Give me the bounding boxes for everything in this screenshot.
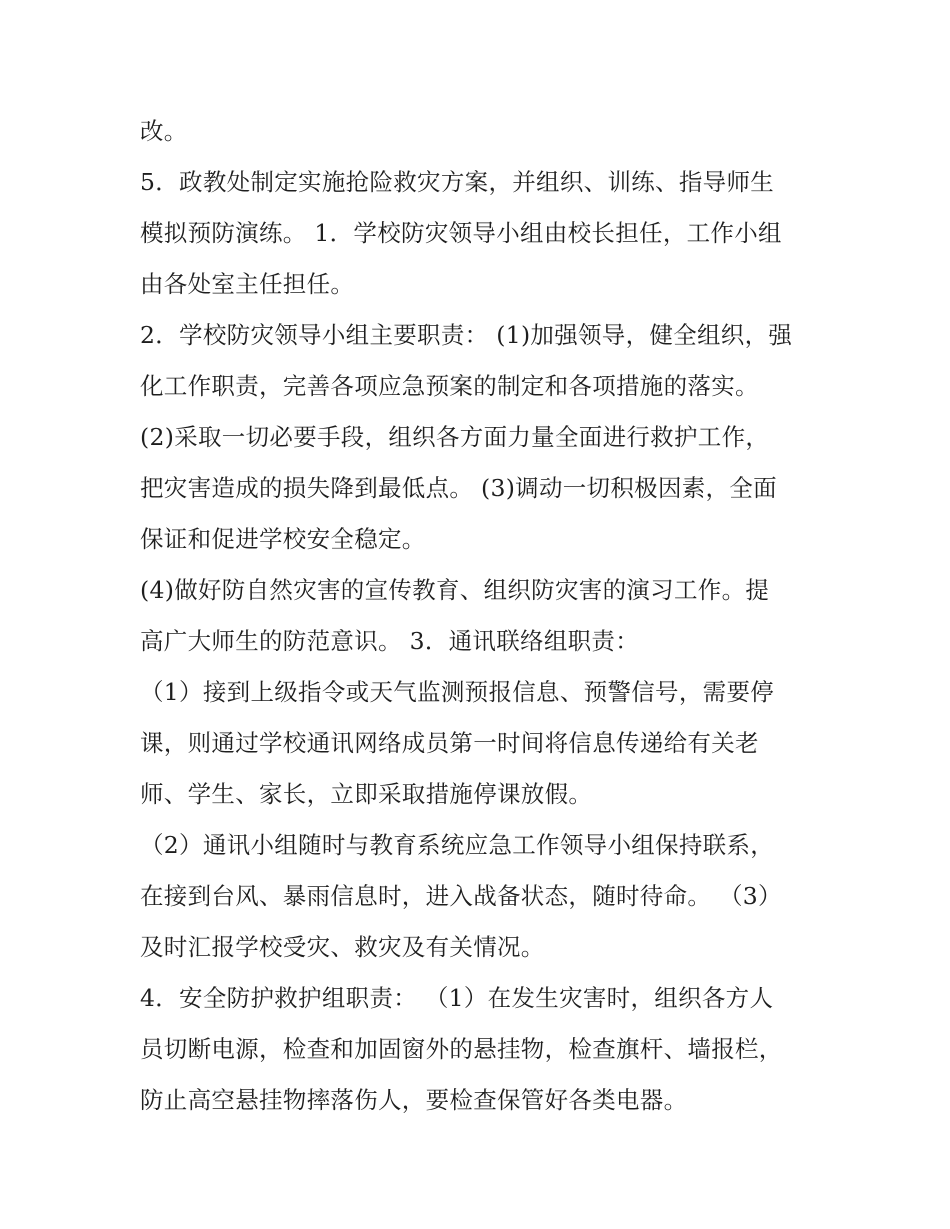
text-line-19: 员切断电源，检查和加固窗外的悬挂物，检查旗杆、墙报栏，: [140, 1035, 783, 1063]
text-line-12: （1）接到上级指令或天气监测预报信息、预警信号，需要停: [140, 678, 775, 706]
text-line-18: 4．安全防护救护组职责： （1）在发生灾害时，组织各方人: [140, 984, 774, 1012]
text-line-17: 及时汇报学校受灾、救灾及有关情况。: [140, 933, 545, 961]
text-line-6: 化工作职责，完善各项应急预案的制定和各项措施的落实。: [140, 372, 759, 400]
text-line-14: 师、学生、家长，立即采取措施停课放假。: [140, 780, 593, 808]
text-line-1: 改。: [140, 117, 188, 145]
text-line-16: 在接到台风、暴雨信息时，进入战备状态，随时待命。 （3）: [140, 882, 782, 910]
text-line-2: 5．政教处制定实施抢险救灾方案，并组织、训练、指导师生: [140, 168, 775, 196]
text-line-4: 由各处室主任担任。: [140, 270, 355, 298]
text-line-10: (4)做好防自然灾害的宣传教育、组织防灾害的演习工作。提: [140, 576, 770, 604]
text-line-15: （2）通讯小组随时与教育系统应急工作领导小组保持联系，: [140, 831, 775, 859]
text-line-13: 课，则通过学校通讯网络成员第一时间将信息传递给有关老: [140, 729, 759, 757]
text-line-9: 保证和促进学校安全稳定。: [140, 525, 426, 553]
text-line-5: 2．学校防灾领导小组主要职责： (1)加强领导，健全组织，强: [140, 321, 793, 349]
text-line-20: 防止高空悬挂物摔落伤人，要检查保管好各类电器。: [140, 1086, 688, 1114]
text-line-7: (2)采取一切必要手段，组织各方面力量全面进行救护工作，: [140, 423, 770, 451]
text-line-11: 高广大师生的防范意识。 3．通讯联络组职责：: [140, 627, 640, 655]
text-line-3: 模拟预防演练。 1．学校防灾领导小组由校长担任，工作小组: [140, 219, 782, 247]
document-body: [140, 106, 820, 1126]
text-line-8: 把灾害造成的损失降到最低点。 (3)调动一切积极因素，全面: [140, 474, 777, 502]
